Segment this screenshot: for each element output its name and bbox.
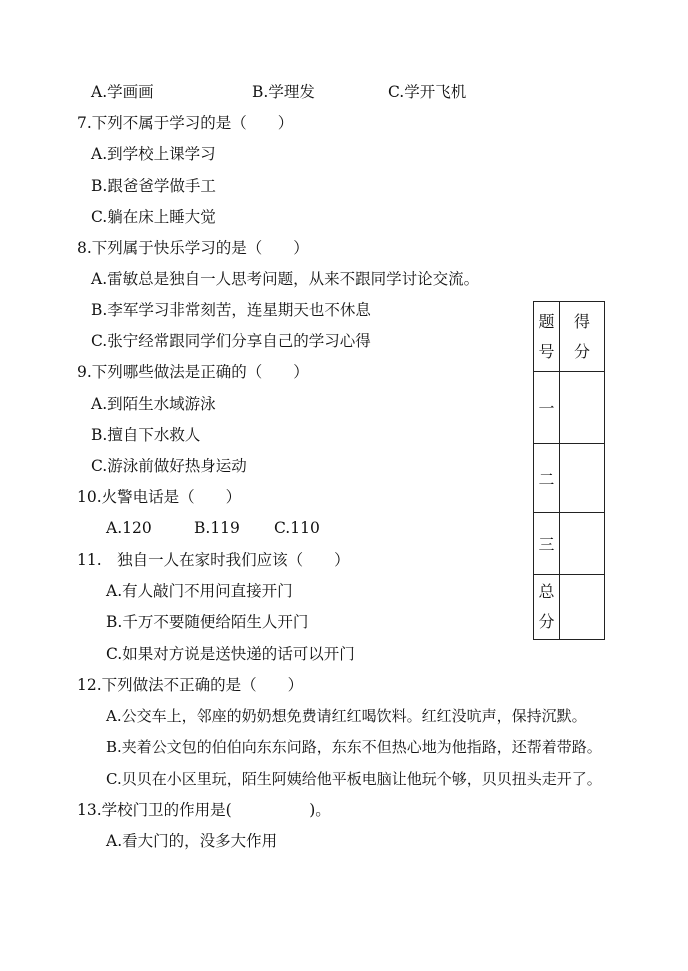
- header-score: 得 分: [560, 302, 605, 372]
- q9-option-c: C.游泳前做好热身运动: [91, 457, 247, 475]
- q12-question: 12.下列做法不正确的是（ ）: [77, 676, 304, 694]
- score-table-header-row: [534, 302, 605, 372]
- score-cell-total[interactable]: [560, 575, 605, 640]
- q12-option-a: A.公交车上，邻座的奶奶想免费请红红喝饮料。红红没吭声，保持沉默。: [106, 707, 587, 725]
- row-label-2: 二: [534, 444, 560, 513]
- q8-option-c: C.张宁经常跟同学们分享自己的学习心得: [91, 332, 371, 350]
- q10-question: 10.火警电话是（ ）: [77, 488, 242, 506]
- score-row-3: [534, 513, 605, 575]
- header-question-number: 题 号: [534, 302, 560, 372]
- q11-option-c: C.如果对方说是送快递的话可以开门: [106, 645, 355, 663]
- q13-option-a: A.看大门的，没多大作用: [106, 832, 278, 850]
- row-label-1: 一: [534, 372, 560, 444]
- q7-option-a: A.到学校上课学习: [91, 145, 216, 163]
- q6-option-b: B.学理发: [252, 83, 315, 101]
- q7-question: 7.下列不属于学习的是（ ）: [77, 114, 294, 132]
- q9-option-b: B.擅自下水救人: [91, 426, 201, 444]
- q11-option-b: B.千万不要随便给陌生人开门: [106, 613, 309, 631]
- score-row-2: [534, 444, 605, 513]
- score-cell-1[interactable]: [560, 372, 605, 444]
- q12-option-c: C.贝贝在小区里玩，陌生阿姨给他平板电脑让他玩个够，贝贝扭头走开了。: [106, 770, 602, 788]
- q11-question: 11. 独自一人在家时我们应该（ ）: [77, 551, 350, 569]
- score-cell-2[interactable]: [560, 444, 605, 513]
- q7-option-c: C.躺在床上睡大觉: [91, 208, 216, 226]
- q10-option-c: C.110: [274, 519, 320, 537]
- q12-option-b: B.夹着公文包的伯伯向东东问路，东东不但热心地为他指路，还帮着带路。: [106, 738, 602, 756]
- q9-question: 9.下列哪些做法是正确的（ ）: [77, 363, 309, 381]
- score-cell-3[interactable]: [560, 513, 605, 575]
- row-label-total: 总 分: [534, 575, 560, 640]
- q6-option-a: A.学画画: [91, 83, 154, 101]
- score-row-total: [534, 575, 605, 640]
- q6-option-c: C.学开飞机: [388, 83, 467, 101]
- q10-option-b: B.119: [194, 519, 240, 537]
- q13-question: 13.学校门卫的作用是( )。: [77, 801, 331, 819]
- q8-question: 8.下列属于快乐学习的是（ ）: [77, 239, 309, 257]
- q8-option-a: A.雷敏总是独自一人思考问题，从来不跟同学讨论交流。: [91, 270, 480, 288]
- score-row-1: [534, 372, 605, 444]
- q8-option-b: B.李军学习非常刻苦，连星期天也不休息: [91, 301, 371, 319]
- row-label-3: 三: [534, 513, 560, 575]
- q11-option-a: A.有人敲门不用问直接开门: [106, 582, 293, 600]
- q7-option-b: B.跟爸爸学做手工: [91, 177, 216, 195]
- q10-option-a: A.120: [106, 519, 152, 537]
- q9-option-a: A.到陌生水域游泳: [91, 395, 216, 413]
- score-table: [533, 301, 605, 640]
